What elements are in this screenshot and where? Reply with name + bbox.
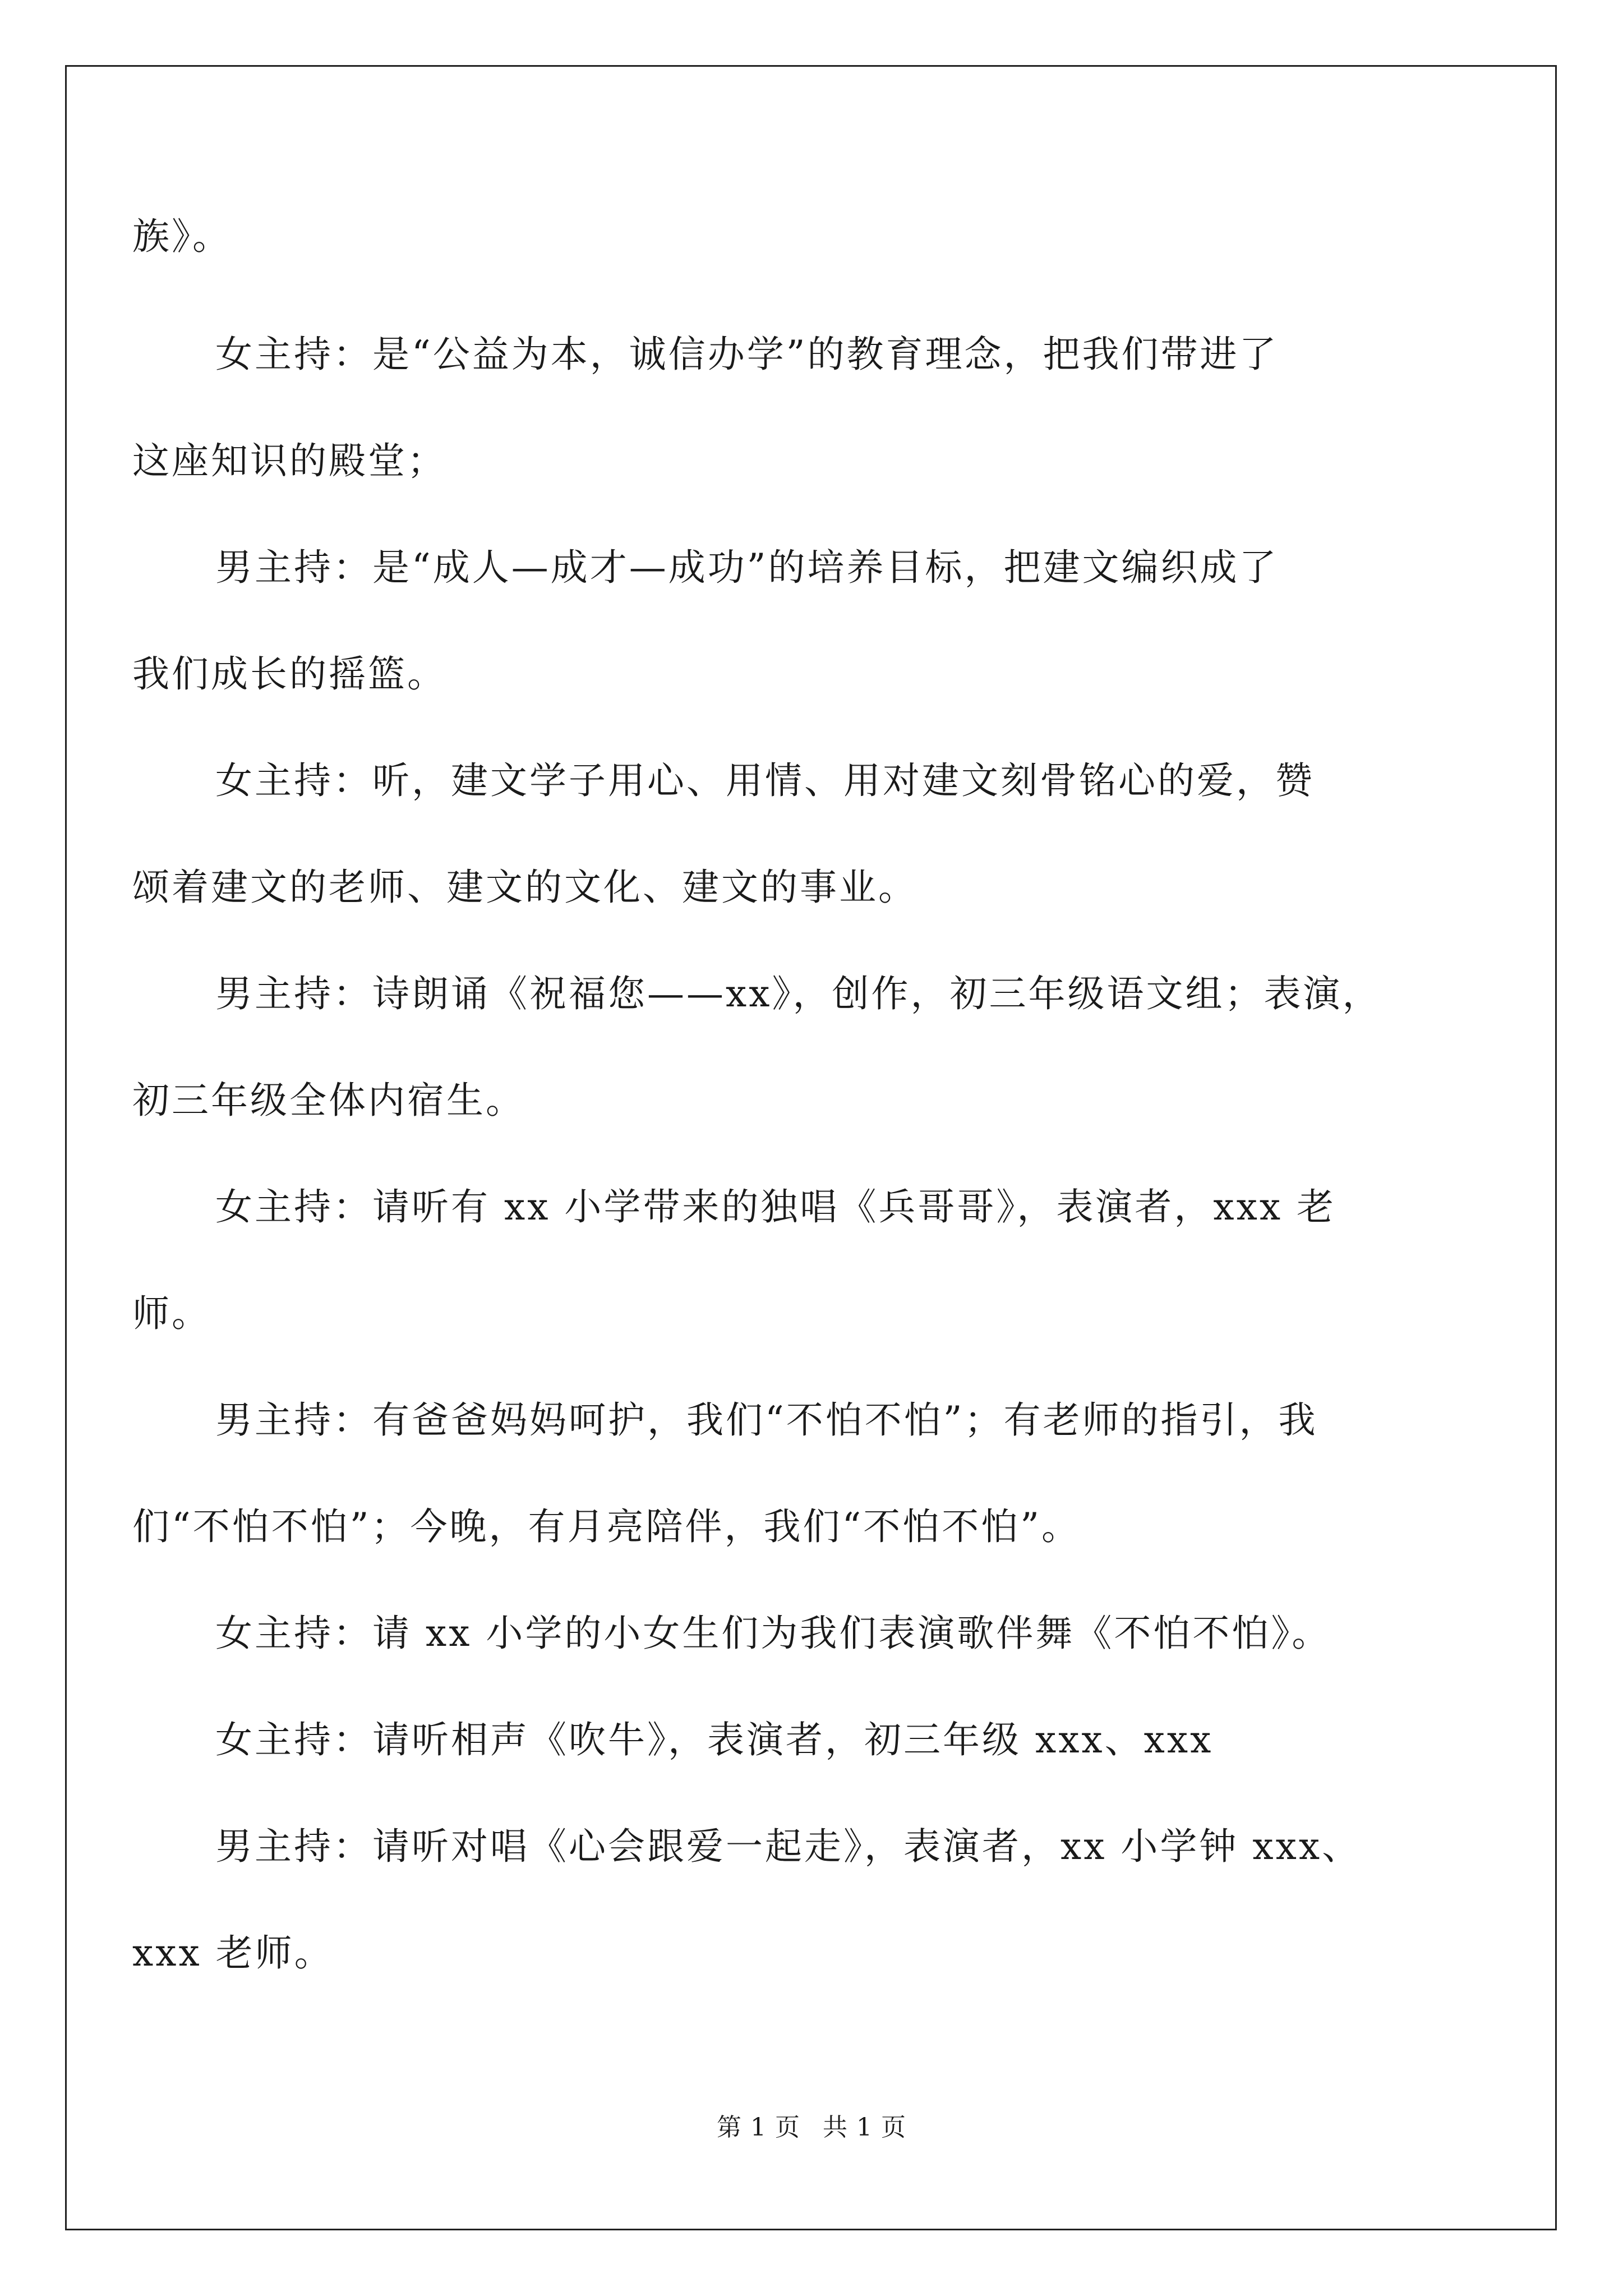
text-line: 们“不怕不怕”；今晚，有月亮陪伴，我们“不怕不怕”。 xyxy=(132,1505,1081,1548)
page-number: 第 1 页 xyxy=(717,2113,800,2142)
paragraph-line: 女主持：听，建文学子用心、用情、用对建文刻骨铭心的爱，赞 xyxy=(215,759,1315,802)
paragraph-line: 女主持：请听有 xx 小学带来的独唱《兵哥哥》，表演者，xxx 老 xyxy=(215,1185,1336,1228)
paragraph-line: 男主持：诗朗诵《祝福您——xx》，创作，初三年级语文组；表演， xyxy=(215,972,1382,1015)
paragraph-line: 女主持：请听相声《吹牛》，表演者，初三年级 xxx、xxx xyxy=(215,1718,1214,1761)
page-total: 共 1 页 xyxy=(823,2113,906,2142)
text-line: 我们成长的摇篮。 xyxy=(132,652,446,696)
paragraph-line: 女主持：是“公益为本，诚信办学”的教育理念，把我们带进了 xyxy=(215,333,1279,376)
paragraph-line: 男主持：有爸爸妈妈呵护，我们“不怕不怕”；有老师的指引，我 xyxy=(215,1398,1318,1442)
text-line: 颂着建文的老师、建文的文化、建文的事业。 xyxy=(132,866,917,909)
text-line: 这座知识的殿堂； xyxy=(132,439,446,482)
page-frame xyxy=(65,65,1557,2230)
page-footer xyxy=(0,2112,1623,2143)
text-line: 初三年级全体内宿生。 xyxy=(132,1079,525,1122)
text-line: 族》。 xyxy=(132,215,232,258)
paragraph-line: 女主持：请 xx 小学的小女生们为我们表演歌伴舞《不怕不怕》。 xyxy=(215,1612,1331,1655)
text-line: xxx 老师。 xyxy=(132,1931,334,1975)
paragraph-line: 男主持：是“成人—成才—成功”的培养目标，把建文编织成了 xyxy=(215,546,1279,589)
text-line: 师。 xyxy=(132,1292,211,1335)
paragraph-line: 男主持：请听对唱《心会跟爱一起走》，表演者，xx 小学钟 xxx、 xyxy=(215,1825,1362,1868)
